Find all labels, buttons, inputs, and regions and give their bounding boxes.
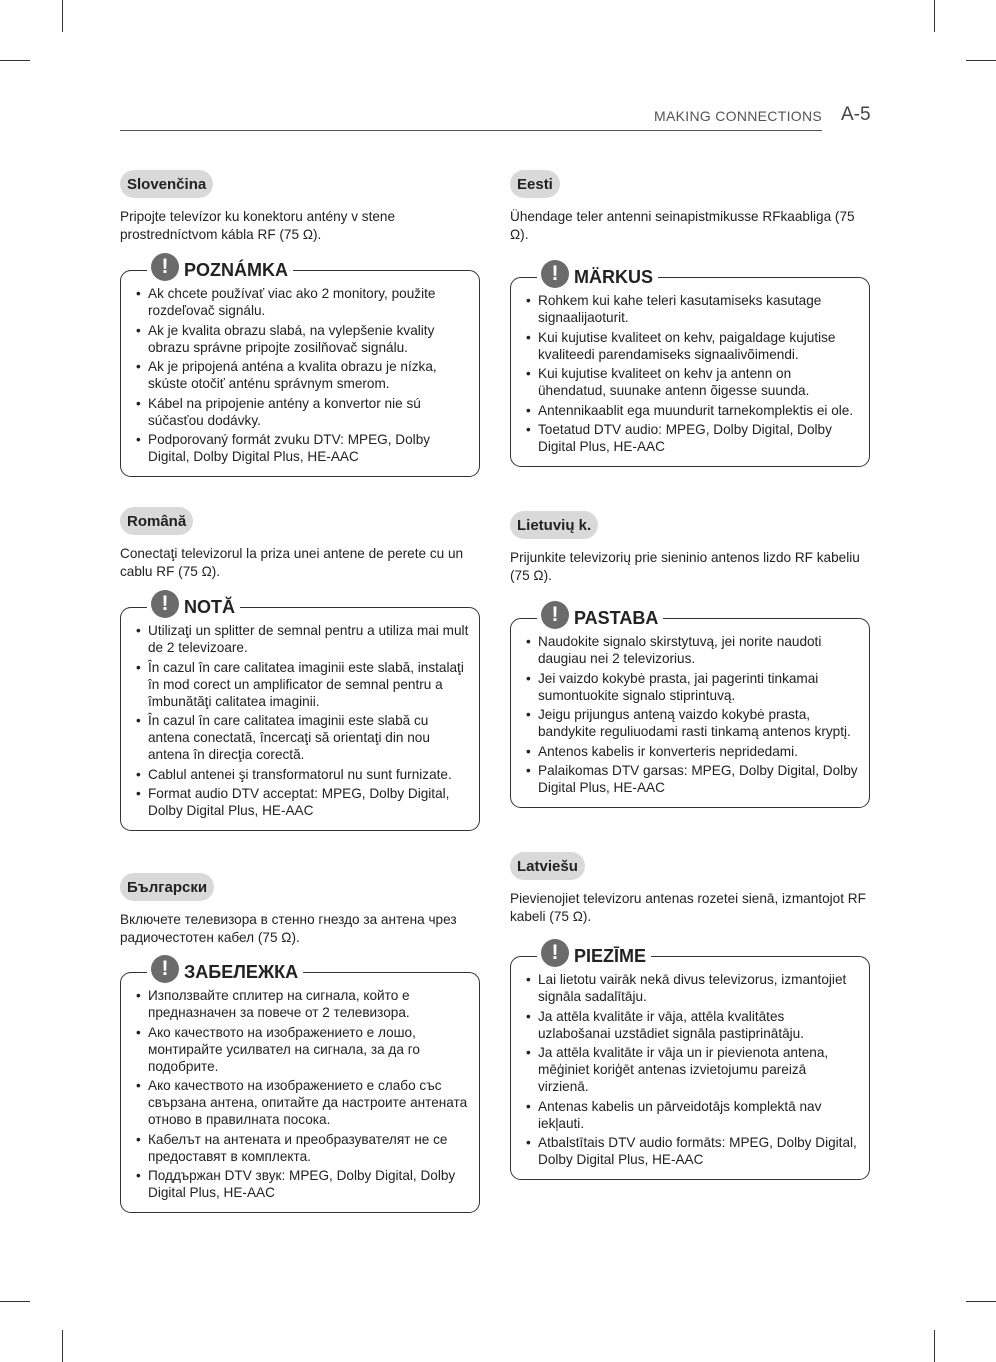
intro-text: Prijunkite televizorių prie sieninio antenos lizdo RF kabeliu (75 Ω).: [510, 550, 860, 583]
list-item: • Cablul antenei şi transformatorul nu sunt furnizate.: [136, 766, 469, 783]
crop-mark: [62, 1330, 63, 1362]
language-section: [510, 852, 870, 1180]
exclamation-icon: !: [541, 939, 569, 967]
list-item: • Rohkem kui kahe teleri kasutamiseks kasutage signaalijaoturit.: [526, 292, 859, 326]
note-box: [120, 591, 480, 831]
exclamation-icon: !: [541, 260, 569, 288]
note-title: POZNÁMKA: [184, 260, 288, 280]
note-header: [537, 600, 663, 629]
crop-mark: [934, 0, 935, 32]
crop-mark: [0, 60, 30, 61]
intro-text: Pievienojiet televizoru antenas rozetei sienā, izmantojot RF kabeli (75 Ω).: [510, 891, 866, 924]
section-header: MAKING CONNECTIONS: [654, 108, 822, 124]
list-item: • Ако качеството на изображението е слабо със свързана антена, опитайте да настроите антената отново в правилната посока.: [136, 1077, 469, 1128]
note-box: [510, 261, 870, 467]
language-section: [510, 511, 870, 808]
list-item: • Antennikaablit ega muundurit tarnekomplektis ei ole.: [526, 402, 859, 419]
list-item: • Antenos kabelis ir konverteris nepridedami.: [526, 743, 859, 760]
header-divider: [120, 130, 822, 131]
intro-text: Conectaţi televizorul la priza unei antene de perete cu un cablu RF (75 Ω).: [120, 546, 464, 579]
note-list: [526, 633, 859, 796]
list-item: • Ако качеството на изображението е лошо, монтирайте усилвател на сигнала, за да го подобрите.: [136, 1024, 469, 1075]
crop-mark: [966, 60, 996, 61]
list-item: • Кабелът на антената и преобразувателят не се предоставят в комплекта.: [136, 1131, 469, 1165]
list-item: • Ak chcete používať viac ako 2 monitory, použite rozdeľovač signálu.: [136, 285, 469, 319]
language-heading: Български: [120, 873, 214, 901]
crop-mark: [0, 1301, 30, 1302]
list-item: • În cazul în care calitatea imaginii este slabă, instalaţi în mod corect un amplificator de semnal pentru a îmbunătăţi calitatea imaginii.: [136, 659, 469, 710]
list-item: • Atbalstītais DTV audio formāts: MPEG, Dolby Digital, Dolby Digital Plus, HE-AAC: [526, 1134, 859, 1168]
note-title: ЗАБЕЛЕЖКА: [184, 962, 299, 982]
note-list: [526, 971, 859, 1168]
intro-text: Включете телевизора в стенно гнездо за антена чрез радиочестотен кабел (75 Ω).: [120, 912, 457, 945]
crop-mark: [62, 0, 63, 32]
note-header: [147, 589, 240, 618]
note-list: [136, 285, 469, 465]
list-item: • Jei vaizdo kokybė prasta, jai pagerinti tinkamai sumontuokite signalo stiprintuvą.: [526, 670, 859, 704]
note-list: [136, 987, 469, 1201]
list-item: • Ak je kvalita obrazu slabá, na vylepšenie kvality obrazu správne pripojte zosilňovač signálu.: [136, 322, 469, 356]
crop-mark: [934, 1330, 935, 1362]
note-header: [147, 954, 303, 983]
language-heading: Slovenčina: [120, 170, 213, 198]
language-section: [120, 170, 480, 477]
list-item: • Ja attēla kvalitāte ir vāja un ir pievienota antena, mēģiniet koriģēt antenas izvietojumu pareizā virzienā.: [526, 1044, 859, 1095]
list-item: • Kábel na pripojenie antény a konvertor nie sú súčasťou dodávky.: [136, 395, 469, 429]
exclamation-icon: !: [151, 253, 179, 281]
language-heading: Lietuvių k.: [510, 511, 598, 539]
note-title: PIEZĪME: [574, 946, 647, 966]
note-title: NOTĂ: [184, 597, 235, 617]
list-item: • Kui kujutise kvaliteet on kehv ja antenn on ühendatud, suunake antenn õigesse suunda.: [526, 365, 859, 399]
list-item: • Ja attēla kvalitāte ir vāja, attēla kvalitātes uzlabošanai uzstādiet signāla pastiprinātāju.: [526, 1008, 859, 1042]
list-item: • Jeigu prijungus anteną vaizdo kokybė prasta, bandykite reguliuodami rasti tinkamą antenos kryptį.: [526, 706, 859, 740]
list-item: • Palaikomas DTV garsas: MPEG, Dolby Digital, Dolby Digital Plus, HE-AAC: [526, 762, 859, 796]
intro-text: Pripojte televízor ku konektoru antény v stene prostredníctvom kábla RF (75 Ω).: [120, 209, 396, 242]
language-section: [510, 170, 870, 467]
note-list: [526, 292, 859, 455]
note-box: [120, 956, 480, 1213]
exclamation-icon: !: [541, 601, 569, 629]
list-item: • Format audio DTV acceptat: MPEG, Dolby Digital, Dolby Digital Plus, HE-AAC: [136, 785, 469, 819]
exclamation-icon: !: [151, 590, 179, 618]
list-item: • Podporovaný formát zvuku DTV: MPEG, Dolby Digital, Dolby Digital Plus, HE-AAC: [136, 431, 469, 465]
list-item: • Използвайте сплитер на сигнала, който е предназначен за повече от 2 телевизора.: [136, 987, 469, 1021]
list-item: • Naudokite signalo skirstytuvą, jei norite naudoti daugiau nei 2 televizorius.: [526, 633, 859, 667]
list-item: • Antenas kabelis un pārveidotājs komplektā nav iekļauti.: [526, 1098, 859, 1132]
note-list: [136, 622, 469, 819]
list-item: • Toetatud DTV audio: MPEG, Dolby Digital, Dolby Digital Plus, HE-AAC: [526, 421, 859, 455]
language-heading: Eesti: [510, 170, 560, 198]
intro-text: Ühendage teler antenni seinapistmikusse RFkaabliga (75 Ω).: [510, 209, 855, 242]
list-item: • Ak je pripojená anténa a kvalita obrazu je nízka, skúste otočiť anténu správnym smerom.: [136, 358, 469, 392]
note-title: PASTABA: [574, 608, 659, 628]
language-heading: Latviešu: [510, 852, 585, 880]
list-item: • Kui kujutise kvaliteet on kehv, paigaldage kujutise kvaliteedi parendamiseks signaalivõimendi.: [526, 329, 859, 363]
list-item: • Utilizaţi un splitter de semnal pentru a utiliza mai mult de 2 televizoare.: [136, 622, 469, 656]
exclamation-icon: !: [151, 955, 179, 983]
list-item: • Lai lietotu vairāk nekā divus televizorus, izmantojiet signāla sadalītāju.: [526, 971, 859, 1005]
list-item: • Поддържан DTV звук: MPEG, Dolby Digital, Dolby Digital Plus, HE-AAC: [136, 1167, 469, 1201]
note-title: MÄRKUS: [574, 267, 653, 287]
note-header: [537, 938, 651, 967]
language-section: [120, 873, 480, 1213]
language-section: [120, 507, 480, 831]
note-header: [537, 259, 658, 288]
page-number: A-5: [841, 104, 871, 125]
note-header: [147, 252, 293, 281]
crop-mark: [966, 1301, 996, 1302]
note-box: [510, 940, 870, 1180]
note-box: [510, 602, 870, 808]
language-heading: Română: [120, 507, 193, 535]
note-box: [120, 254, 480, 477]
list-item: • În cazul în care calitatea imaginii este slabă cu antena conectată, încercaţi să orientaţi din nou antena în direcţia corectă.: [136, 712, 469, 763]
